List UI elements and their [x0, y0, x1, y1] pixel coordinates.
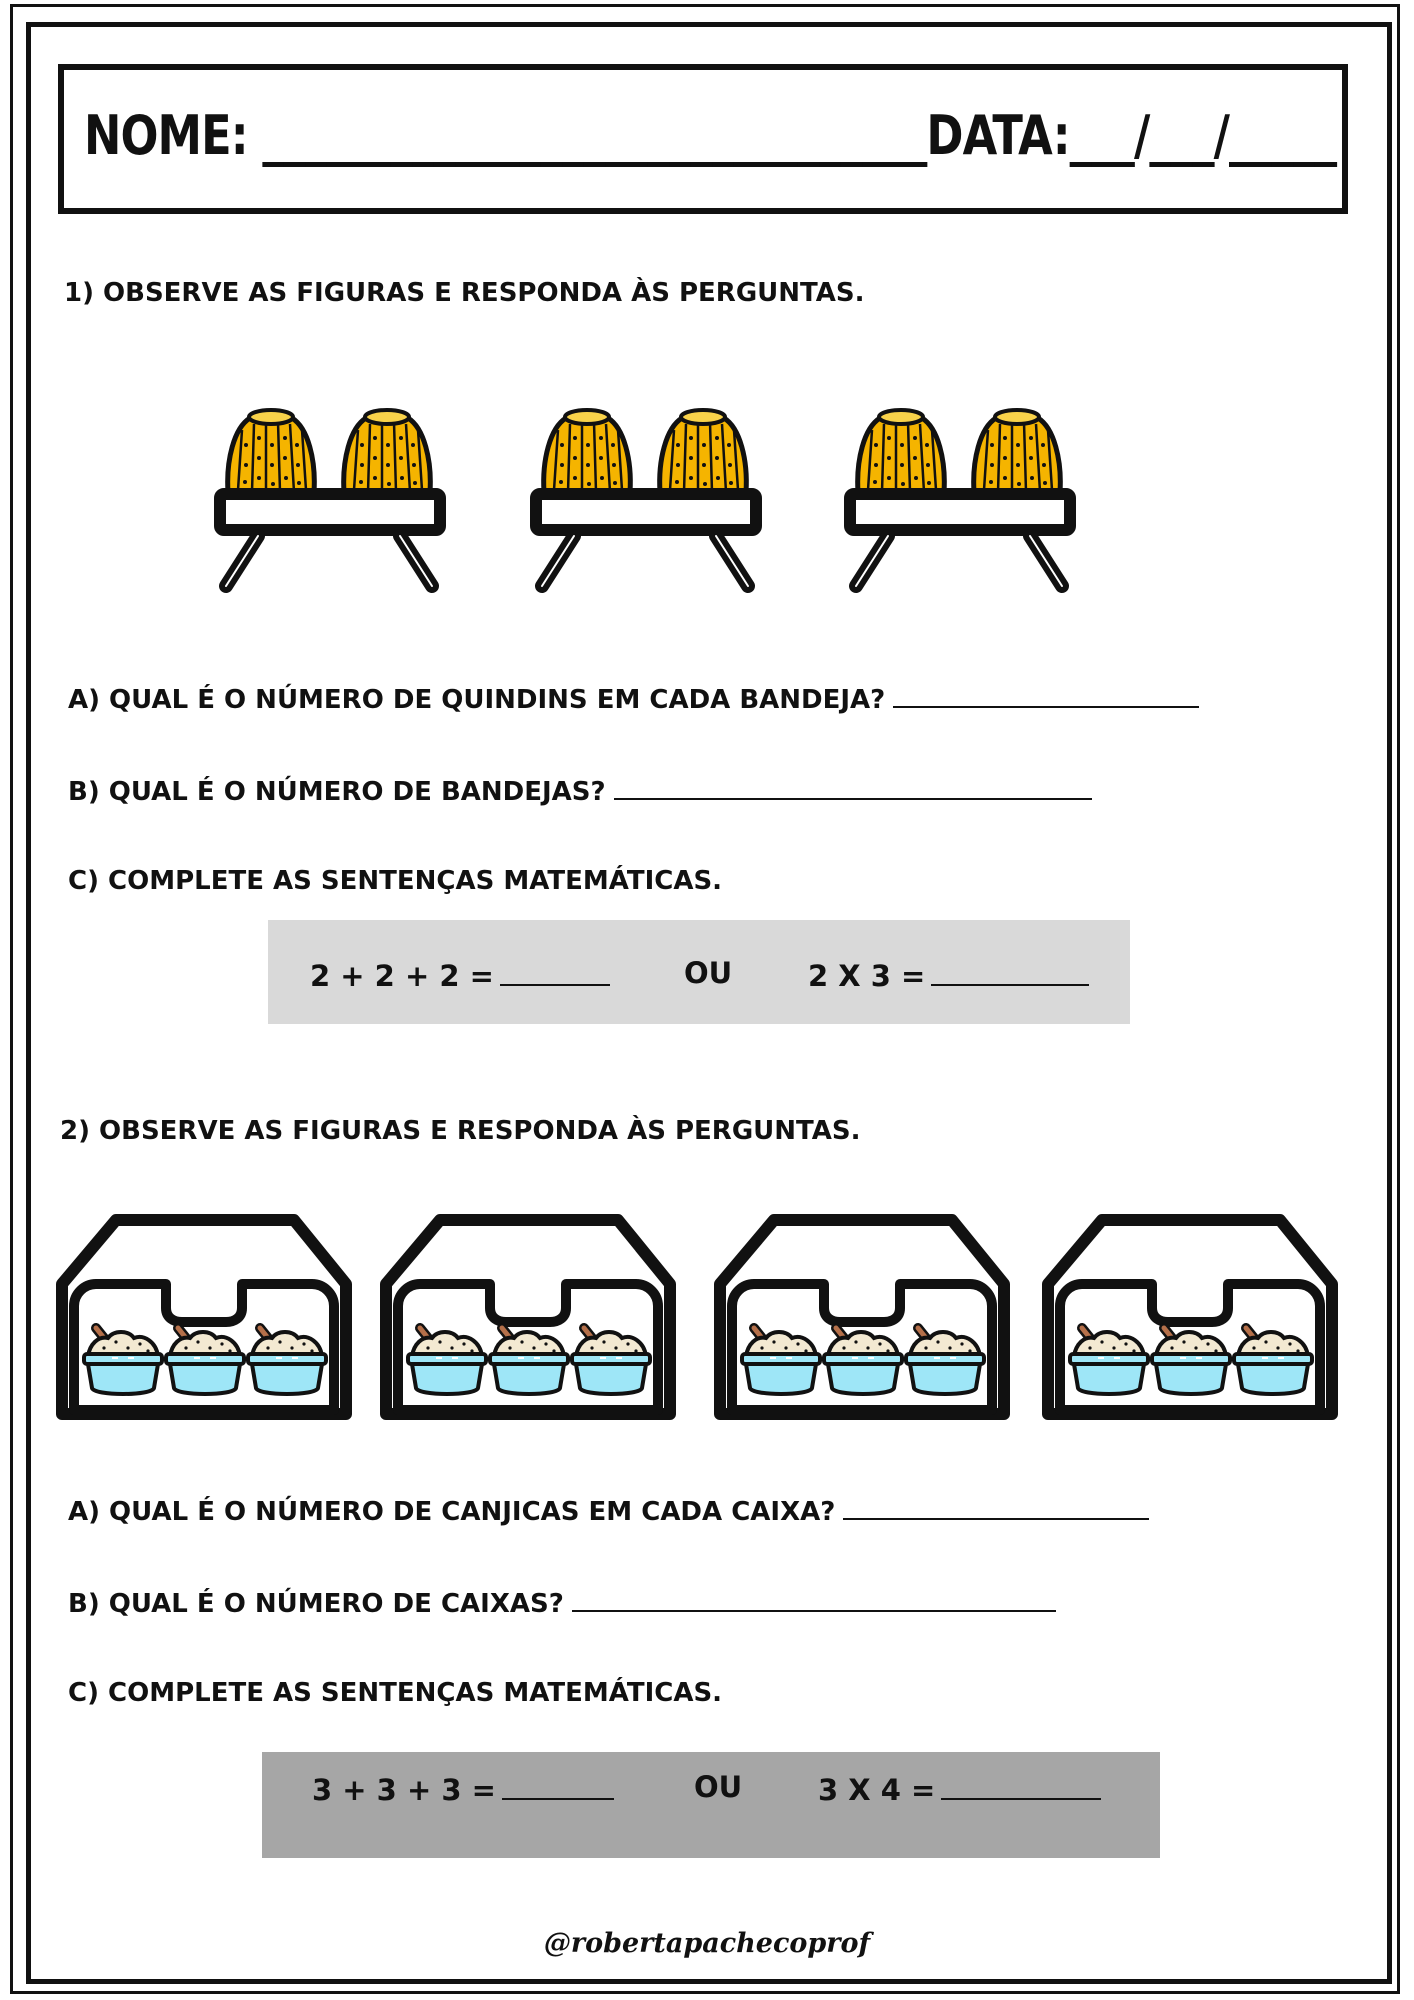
q1-answer-b[interactable] [614, 772, 1092, 800]
quindim-tray-icon [220, 410, 440, 586]
q2-question-c: C) COMPLETE AS SENTENÇAS MATEMÁTICAS. [68, 1678, 723, 1708]
canjica-crate-icon [720, 1220, 1004, 1414]
author-credit: @robertapachecoprof [543, 1928, 871, 1959]
q2-mult-blank[interactable] [941, 1770, 1101, 1800]
q1-question-b [68, 772, 1092, 807]
q2-question-b [68, 1584, 1056, 1619]
q1-mult-sentence [808, 956, 1089, 993]
q2-question-a [68, 1492, 1149, 1527]
q2-question-a-text: A) QUAL É O NÚMERO DE CANJICAS EM CADA CAIXA? [68, 1497, 836, 1527]
q1-sum-sentence [310, 956, 610, 993]
q2-mult-text: 3 X 4 = [818, 1773, 936, 1807]
header-box [58, 64, 1348, 214]
q1-sum-text: 2 + 2 + 2 = [310, 959, 494, 993]
q2-question-b-text: B) QUAL É O NÚMERO DE CAIXAS? [68, 1589, 564, 1619]
q1-or: OU [684, 956, 733, 990]
date-line[interactable]: ___/___/_____ [1069, 104, 1337, 167]
canjica-crate-icon [386, 1220, 670, 1414]
q2-sum-blank[interactable] [502, 1770, 614, 1800]
q1-question-a-text: A) QUAL É O NÚMERO DE QUINDINS EM CADA BANDEJA? [68, 685, 886, 715]
q2-sum-text: 3 + 3 + 3 = [312, 1773, 496, 1807]
quindim-trays-illustration [200, 400, 1120, 600]
q1-sum-blank[interactable] [500, 956, 610, 986]
q2-title: 2) OBSERVE AS FIGURAS E RESPONDA ÀS PERGUNTAS. [60, 1116, 861, 1146]
canjica-crates-illustration [56, 1210, 1346, 1426]
q1-mult-blank[interactable] [931, 956, 1089, 986]
q2-mult-sentence [818, 1770, 1101, 1807]
name-line[interactable]: _______________________________ [262, 104, 927, 167]
header-text [84, 104, 1336, 167]
canjica-crate-icon [62, 1220, 346, 1414]
name-label: NOME: [84, 104, 248, 167]
q1-title: 1) OBSERVE AS FIGURAS E RESPONDA ÀS PERGUNTAS. [64, 278, 865, 308]
date-label: DATA: [926, 104, 1070, 167]
q2-sum-sentence [312, 1770, 614, 1807]
q1-question-a [68, 680, 1199, 715]
quindim-tray-icon [850, 410, 1070, 586]
q1-mult-text: 2 X 3 = [808, 959, 926, 993]
q2-or: OU [694, 1770, 743, 1804]
q1-question-b-text: B) QUAL É O NÚMERO DE BANDEJAS? [68, 777, 606, 807]
q1-answer-a[interactable] [893, 680, 1199, 708]
q1-question-c: C) COMPLETE AS SENTENÇAS MATEMÁTICAS. [68, 866, 723, 896]
q2-answer-a[interactable] [843, 1492, 1149, 1520]
q2-answer-b[interactable] [572, 1584, 1056, 1612]
quindim-tray-icon [536, 410, 756, 586]
canjica-crate-icon [1048, 1220, 1332, 1414]
